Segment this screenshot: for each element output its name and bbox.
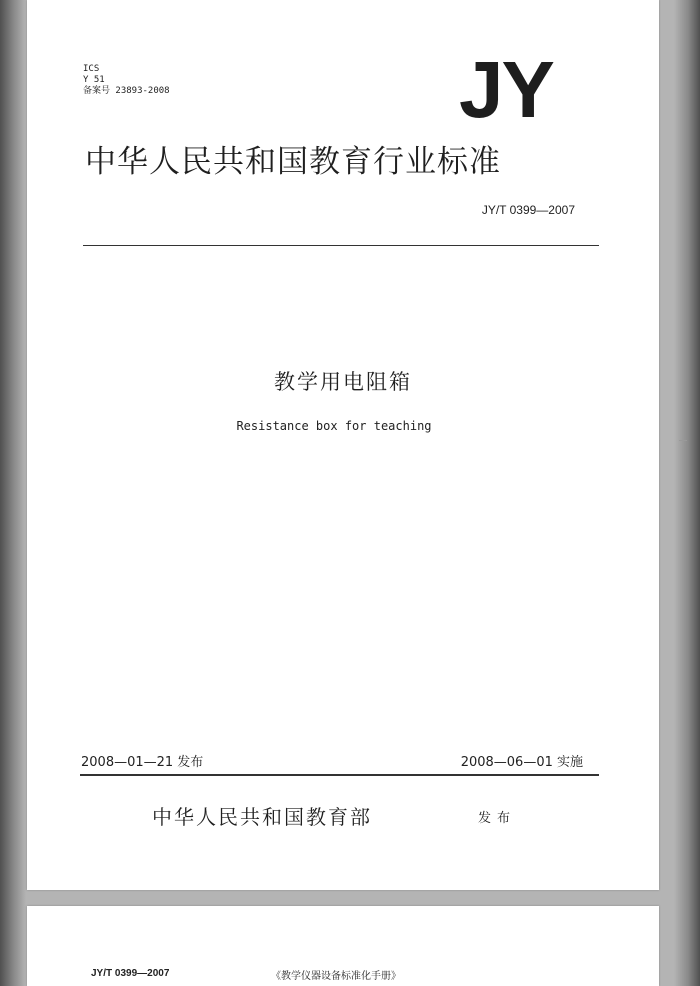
standard-title: 中华人民共和国教育行业标准 (85, 144, 501, 180)
cover-page (27, 0, 659, 890)
standard-number: JY/T 0399—2007 (481, 203, 575, 217)
issue-date: 2008—01—21 发布 (81, 755, 204, 770)
classification-block (83, 64, 170, 97)
issuer: 中华人民共和国教育部 (152, 805, 372, 829)
document-title-english: Resistance box for teaching (236, 419, 432, 433)
document-title-chinese: 教学用电阻箱 (274, 370, 412, 394)
bottom-divider (80, 774, 599, 776)
ics-code: ICS (83, 64, 100, 74)
next-page-header: 《教学仪器设备标准化手册》 (271, 971, 401, 982)
filing-number: 备案号 23893-2008 (83, 86, 170, 96)
implementation-date: 2008—06—01 实施 (460, 755, 583, 770)
jy-logo: JY (459, 45, 553, 134)
scan-edge-mark (679, 440, 687, 441)
classification-code: Y 51 (83, 75, 105, 85)
next-page-standard-number: JY/T 0399—2007 (91, 968, 170, 979)
issuer-suffix: 发布 (478, 811, 517, 826)
next-page (27, 906, 659, 986)
top-divider (83, 245, 599, 246)
